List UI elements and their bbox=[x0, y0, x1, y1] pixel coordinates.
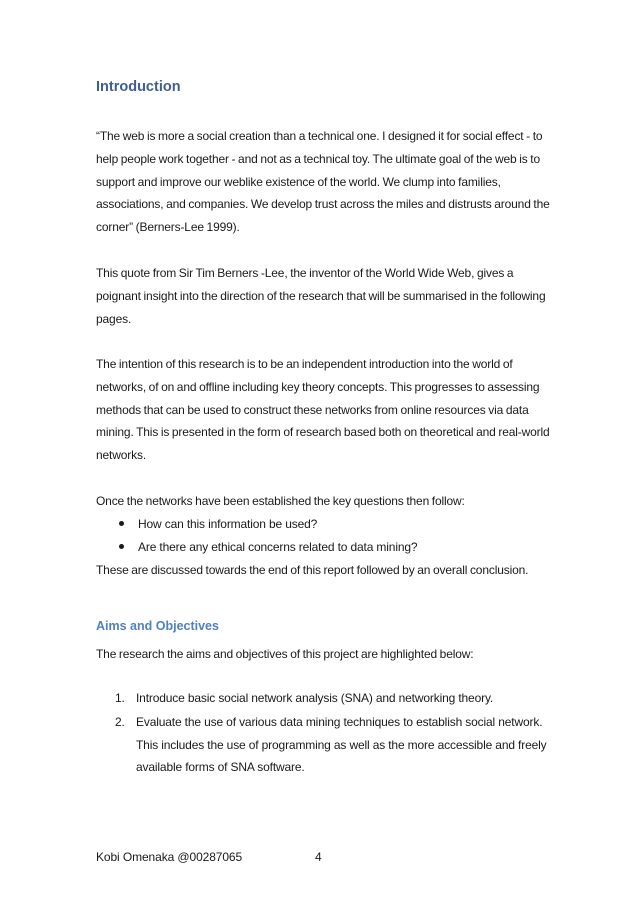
paragraph-5 bbox=[96, 643, 556, 666]
paragraph-1 bbox=[96, 262, 556, 330]
list-item bbox=[96, 687, 556, 710]
section-heading-introduction: Introduction bbox=[96, 79, 181, 95]
paragraph-4-text: These are discussed towards the end of this report followed by an overall conclusion. bbox=[96, 563, 529, 577]
list-number: 1. bbox=[115, 691, 125, 705]
paragraph-1-text: This quote from Sir Tim Berners -Lee, the inventor of the World Wide Web, gives a poignant insight into the direction of the research that will be summarised in the following pages. bbox=[96, 266, 546, 326]
page-number: 4 bbox=[315, 850, 322, 864]
bullet-icon bbox=[119, 521, 124, 526]
list-item bbox=[96, 513, 556, 536]
paragraph-5-text: The research the aims and objectives of this project are highlighted below: bbox=[96, 647, 474, 661]
quote-paragraph bbox=[96, 125, 556, 239]
bullet-list bbox=[96, 513, 556, 559]
list-text: Evaluate the use of various data mining techniques to establish social network. This includes the use of programming as well as the more accessible and freely available forms of SNA software. bbox=[136, 714, 547, 775]
list-item bbox=[96, 536, 556, 559]
list-number: 2. bbox=[115, 714, 125, 729]
section-heading-aims: Aims and Objectives bbox=[96, 619, 219, 633]
paragraph-4 bbox=[96, 559, 556, 582]
bullet-icon bbox=[119, 544, 124, 549]
footer-author: Kobi Omenaka @00287065 bbox=[96, 850, 243, 864]
quote-text: “The web is more a social creation than a technical one. I designed it for social effect - to help people work together - and not as a technical toy. The ultimate goal of the web is to support and improve our weblike existence of the world. We clump into families, associations, and companies. We develop trust across the miles and distrusts around the corner” (Berners-Lee 1999). bbox=[96, 129, 550, 235]
paragraph-3 bbox=[96, 490, 556, 513]
paragraph-2 bbox=[96, 353, 556, 467]
objectives-list bbox=[96, 687, 556, 780]
paragraph-2-text: The intention of this research is to be an independent introduction into the world of networks, of on and offline including key theory concepts. This progresses to assessing methods that can be used to construct these networks from online resources via data mining. This is presented in the form of research based both on theoretical and real-world networks. bbox=[96, 357, 550, 463]
bullet-text: Are there any ethical concerns related to data mining? bbox=[138, 539, 418, 554]
list-text: Introduce basic social network analysis (SNA) and networking theory. bbox=[136, 691, 494, 705]
paragraph-3-text: Once the networks have been established the key questions then follow: bbox=[96, 494, 465, 508]
list-item bbox=[96, 711, 556, 779]
bullet-text: How can this information be used? bbox=[138, 517, 318, 531]
